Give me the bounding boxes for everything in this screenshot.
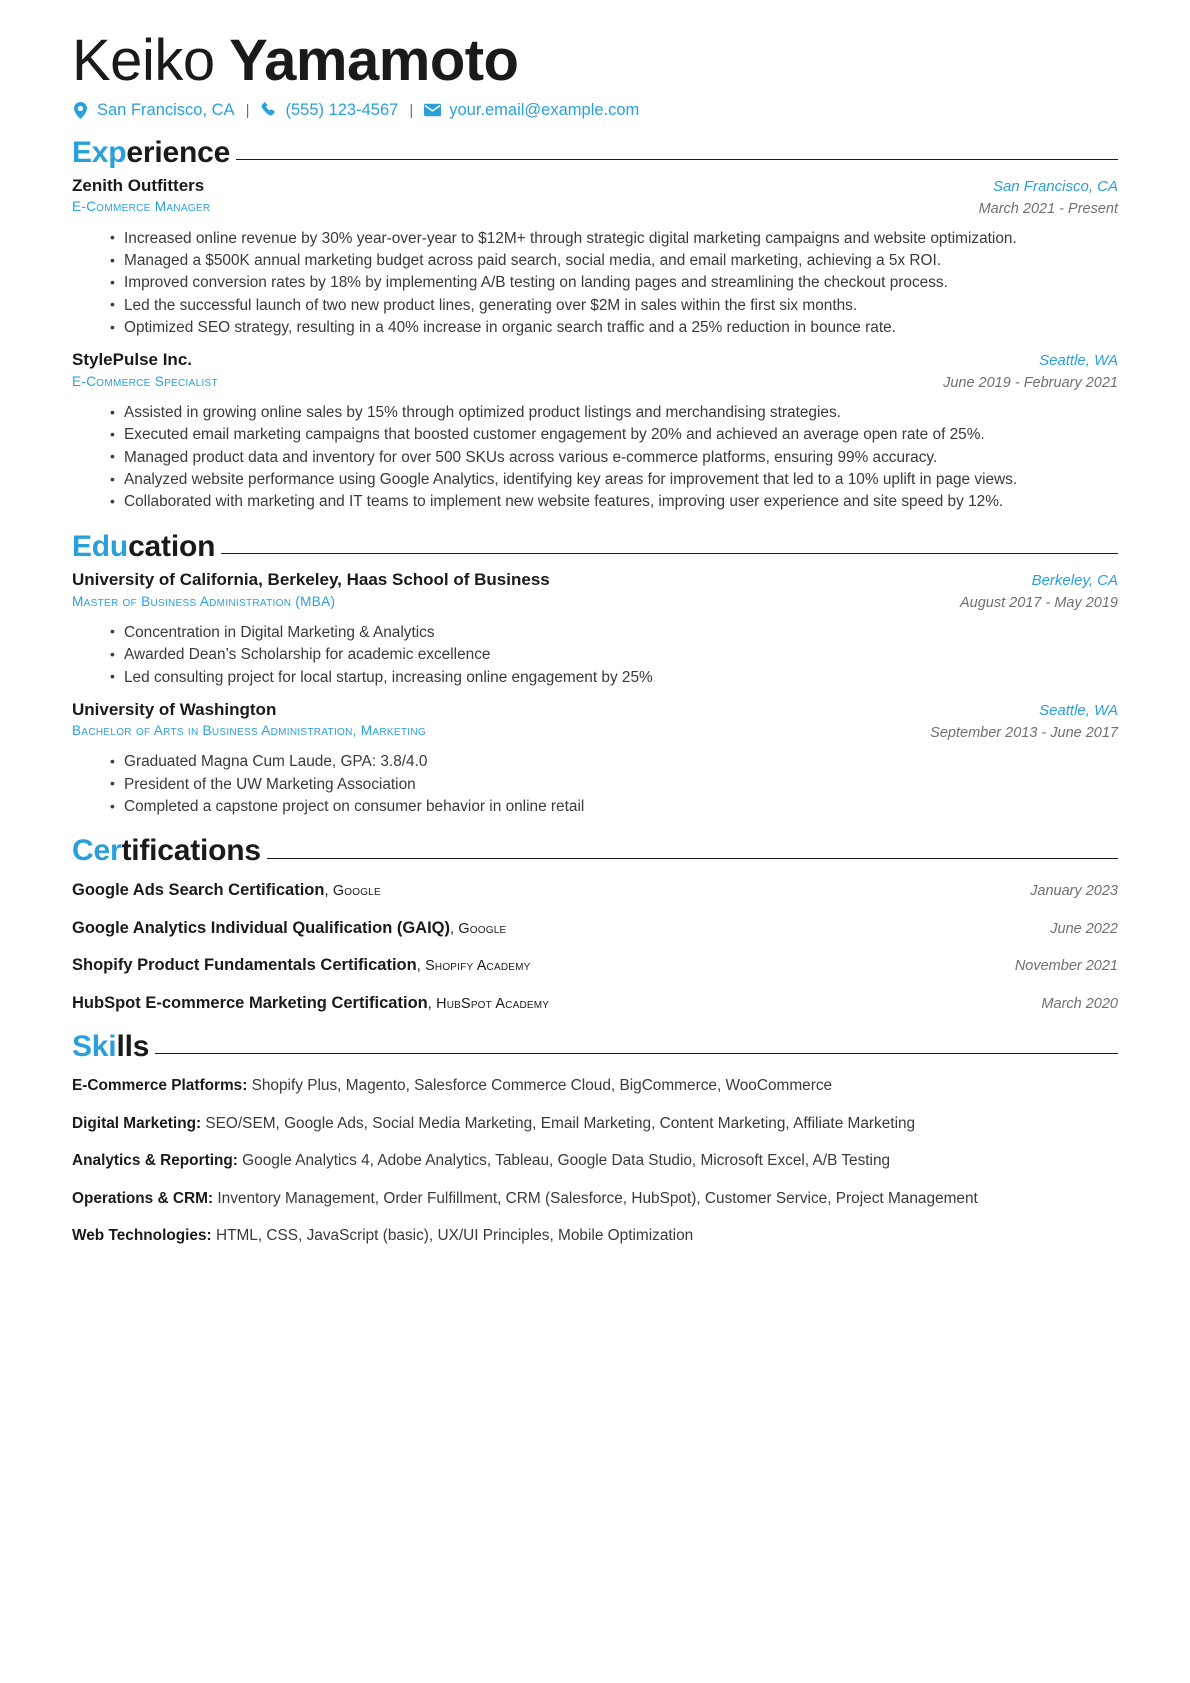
entry-organization: University of California, Berkeley, Haas School of Business: [72, 570, 550, 590]
first-name: Keiko: [72, 28, 215, 93]
section-certifications: [72, 834, 1118, 1013]
entry-organization: StylePulse Inc.: [72, 350, 192, 370]
education-entries: [72, 569, 1118, 818]
section-title-skills: [72, 1030, 149, 1064]
skill-row: [72, 1188, 1118, 1210]
contact-phone[interactable]: [260, 101, 398, 120]
bullet-item: • Awarded Dean’s Scholarship for academic excellence: [110, 644, 1118, 666]
phone-text: (555) 123-4567: [285, 100, 399, 119]
entry-location: Seattle, WA: [1039, 701, 1118, 719]
entry-right: [927, 352, 1118, 393]
section-title-education: [72, 530, 215, 564]
skill-row: [72, 1150, 1118, 1172]
section-title-accent: Exp: [72, 135, 127, 169]
skill-category: Web Technologies:: [72, 1227, 216, 1245]
entry-left: [72, 175, 210, 216]
bullet-item: • Managed product data and inventory for over 500 SKUs across various e-commerce platforms, ensuring 99% accuracy.: [110, 447, 1118, 469]
bullet-item: • Collaborated with marketing and IT teams to implement new website features, improving user experience and site speed by 12%.: [110, 491, 1118, 513]
skill-row: [72, 1113, 1118, 1135]
certification-row: [72, 880, 1118, 901]
bullet-item: • Assisted in growing online sales by 15% through optimized product listings and merchandising strategies.: [110, 402, 1118, 424]
section-title-rest: erience: [126, 135, 231, 169]
entry-role: E-Commerce Manager: [72, 199, 211, 215]
section-rule: [267, 858, 1118, 859]
candidate-name: [72, 30, 1118, 93]
bullet-item: • Completed a capstone project on consumer behavior in online retail: [110, 796, 1118, 818]
bullet-item: • Led consulting project for local startup, increasing online engagement by 25%: [110, 667, 1118, 689]
certification-issuer: , Google: [450, 920, 507, 937]
certification-date: November 2021: [1014, 958, 1118, 975]
certification-date: March 2020: [1041, 995, 1118, 1012]
contact-separator-2: |: [409, 101, 414, 119]
certification-entries: [72, 880, 1118, 1014]
section-heading-education: [72, 530, 1118, 564]
resume-entry: [72, 699, 1118, 819]
entry-left: [72, 349, 218, 390]
section-title-rest: tifications: [121, 834, 261, 868]
entry-header-row: [72, 569, 1118, 613]
entry-location: San Francisco, CA: [992, 178, 1118, 196]
skill-category: Analytics & Reporting:: [72, 1152, 243, 1170]
bullet-item: • Graduated Magna Cum Laude, GPA: 3.8/4.0: [110, 751, 1118, 773]
section-education: [72, 530, 1118, 819]
entry-right: [944, 572, 1118, 613]
section-title-accent: Cer: [72, 834, 122, 868]
section-title-rest: lls: [116, 1029, 150, 1063]
contact-separator-1: |: [245, 101, 250, 119]
resume-entry: [72, 349, 1118, 513]
certification-issuer: , HubSpot Academy: [427, 995, 550, 1012]
entry-right: [963, 178, 1118, 219]
bullet-item: • Increased online revenue by 30% year-over-year to $12M+ through strategic digital marketing campaigns and website optimization.: [110, 228, 1118, 250]
entry-header-row: [72, 175, 1118, 219]
section-title-accent: Edu: [72, 529, 129, 563]
section-heading-experience: [72, 136, 1118, 170]
entry-location: Berkeley, CA: [1031, 572, 1118, 590]
skill-items: SEO/SEM, Google Ads, Social Media Marketing, Email Marketing, Content Marketing, Affiliate Marketing: [205, 1114, 916, 1132]
section-heading-certifications: [72, 834, 1118, 868]
entry-right: [914, 702, 1118, 743]
last-name: Yamamoto: [229, 28, 519, 93]
skill-items: Shopify Plus, Magento, Salesforce Commerce Cloud, BigCommerce, WooCommerce: [251, 1077, 833, 1095]
bullet-item: • Led the successful launch of two new product lines, generating over $2M in sales within the first six months.: [110, 295, 1118, 317]
section-title-certifications: [72, 834, 261, 868]
bullet-item: • Executed email marketing campaigns that boosted customer engagement by 20% and achieved an average open rate of 25%.: [110, 424, 1118, 446]
section-rule: [221, 553, 1118, 554]
resume-entry: [72, 569, 1118, 689]
section-rule: [155, 1053, 1118, 1054]
entry-dates: August 2017 - May 2019: [960, 595, 1118, 612]
entry-bullet-list: [72, 751, 1118, 818]
email-text: your.email@example.com: [449, 100, 640, 119]
entry-left: [72, 699, 426, 740]
entry-dates: March 2021 - Present: [978, 200, 1118, 217]
contact-email[interactable]: [424, 101, 639, 120]
entry-header-row: [72, 349, 1118, 393]
bullet-item: • Analyzed website performance using Google Analytics, identifying key areas for improvement that led to a 10% uplift in page views.: [110, 469, 1118, 491]
experience-entries: [72, 175, 1118, 513]
entry-dates: September 2013 - June 2017: [930, 724, 1118, 741]
entry-left: [72, 569, 550, 610]
certification-name: Shopify Product Fundamentals Certification, Shopify Academy: [72, 956, 531, 975]
entry-role: E-Commerce Specialist: [72, 373, 218, 389]
location-text: San Francisco, CA: [97, 100, 235, 119]
section-rule: [236, 159, 1118, 160]
skill-category: E-Commerce Platforms:: [72, 1077, 252, 1095]
bullet-item: • Managed a $500K annual marketing budget across paid search, social media, and email marketing, achieving a 5x ROI.: [110, 250, 1118, 272]
resume-entry: [72, 175, 1118, 339]
skill-row: [72, 1225, 1118, 1247]
envelope-icon: [424, 102, 441, 119]
certification-date: January 2023: [1030, 883, 1118, 900]
certification-row: [72, 993, 1118, 1014]
section-title-experience: [72, 136, 230, 170]
entry-header-row: [72, 699, 1118, 743]
bullet-item: • Concentration in Digital Marketing & Analytics: [110, 622, 1118, 644]
certification-name: HubSpot E-commerce Marketing Certification, HubSpot Academy: [72, 993, 550, 1012]
certification-row: [72, 918, 1118, 939]
section-experience: [72, 136, 1118, 514]
entry-dates: June 2019 - February 2021: [943, 375, 1118, 392]
contact-bar: [72, 101, 1118, 120]
certification-issuer: , Shopify Academy: [416, 958, 531, 975]
entry-bullet-list: [72, 402, 1118, 514]
bullet-item: • President of the UW Marketing Association: [110, 774, 1118, 796]
resume-header: [72, 30, 1118, 120]
certification-issuer: , Google: [324, 883, 381, 900]
certification-date: June 2022: [1050, 920, 1118, 937]
phone-icon: [260, 102, 277, 119]
entry-role: Master of Business Administration (MBA): [72, 593, 336, 609]
entry-bullet-list: [72, 622, 1118, 689]
entry-organization: University of Washington: [72, 699, 277, 719]
entry-role: Bachelor of Arts in Business Administration, Marketing: [72, 723, 426, 739]
certification-row: [72, 955, 1118, 976]
skill-items: Google Analytics 4, Adobe Analytics, Tableau, Google Data Studio, Microsoft Excel, A/B Testing: [242, 1152, 891, 1170]
contact-location: [72, 101, 235, 120]
skill-category: Digital Marketing:: [72, 1114, 206, 1132]
skill-entries: [72, 1075, 1118, 1247]
skill-category: Operations & CRM:: [72, 1189, 218, 1207]
bullet-item: • Improved conversion rates by 18% by implementing A/B testing on landing pages and streamlining the checkout process.: [110, 272, 1118, 294]
entry-bullet-list: [72, 228, 1118, 340]
section-title-accent: Ski: [72, 1029, 117, 1063]
section-title-rest: cation: [128, 529, 216, 563]
certification-name: Google Analytics Individual Qualification (GAIQ), Google: [72, 918, 507, 937]
skill-items: HTML, CSS, JavaScript (basic), UX/UI Principles, Mobile Optimization: [215, 1227, 694, 1245]
skill-items: Inventory Management, Order Fulfillment, CRM (Salesforce, HubSpot), Customer Service, Project Management: [217, 1189, 978, 1207]
bullet-item: • Optimized SEO strategy, resulting in a 40% increase in organic search traffic and a 25% reduction in bounce rate.: [110, 317, 1118, 339]
map-pin-icon: [72, 102, 89, 119]
entry-location: Seattle, WA: [1039, 352, 1118, 370]
certification-name: Google Ads Search Certification, Google: [72, 881, 381, 900]
entry-organization: Zenith Outfitters: [72, 176, 205, 196]
skill-row: [72, 1075, 1118, 1097]
section-skills: [72, 1030, 1118, 1247]
section-heading-skills: [72, 1030, 1118, 1064]
